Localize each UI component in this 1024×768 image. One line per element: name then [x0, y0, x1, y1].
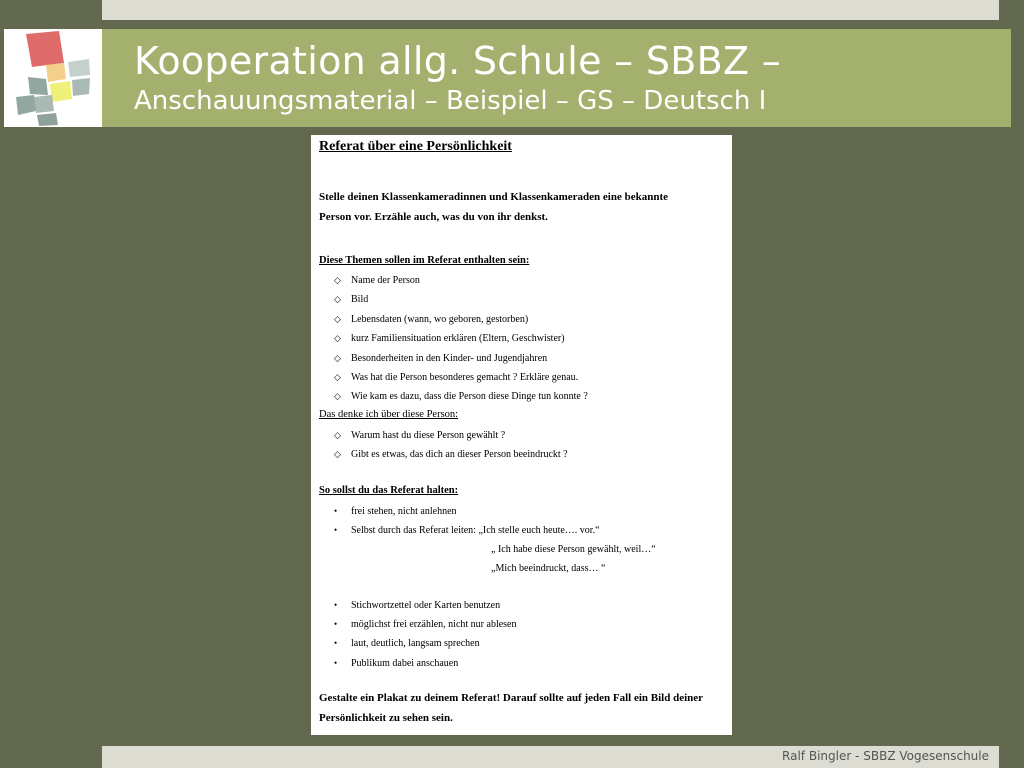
footer-credit: Ralf Bingler - SBBZ Vogesenschule: [782, 749, 989, 763]
intro-line-1: Stelle deinen Klassenkameradinnen und Klassenkameraden eine bekannte: [319, 191, 668, 203]
list-item: ◇ Besonderheiten in den Kinder- und Jugendjahren: [334, 353, 548, 364]
diamond-bullet-icon: ◇: [334, 294, 341, 304]
slide-subtitle: Anschauungsmaterial – Beispiel – GS – Deutsch I: [134, 86, 767, 116]
bullet-dot-icon: •: [334, 619, 338, 629]
diamond-bullet-icon: ◇: [334, 353, 341, 363]
list-item: • frei stehen, nicht anlehnen: [334, 506, 457, 517]
list-item: • Publikum dabei anschauen: [334, 658, 459, 669]
diamond-bullet-icon: ◇: [334, 275, 341, 285]
header-bar: [102, 29, 1011, 127]
closing-line-1: Gestalte ein Plakat zu deinem Referat! Darauf sollte auf jeden Fall ein Bild deiner: [319, 692, 704, 704]
howto-heading: So sollst du das Referat halten:: [319, 485, 459, 496]
intro-line-2: Person vor. Erzähle auch, was du von ihr denkst.: [319, 211, 548, 223]
top-decor-strip: [102, 0, 999, 20]
list-item: ◇ Name der Person: [334, 275, 420, 286]
list-item: ◇ Lebensdaten (wann, wo geboren, gestorben): [334, 314, 529, 325]
bullet-dot-icon: •: [334, 600, 338, 610]
document-heading: Referat über eine Persönlichkeit: [319, 139, 512, 154]
diamond-bullet-icon: ◇: [334, 333, 341, 343]
logo-mosaic-icon: [4, 29, 102, 127]
list-item: ◇ Wie kam es dazu, dass die Person diese Dinge tun konnte ?: [334, 391, 588, 402]
list-item: ◇ kurz Familiensituation erklären (Eltern, Geschwister): [334, 333, 565, 344]
diamond-bullet-icon: ◇: [334, 391, 341, 401]
diamond-bullet-icon: ◇: [334, 449, 341, 459]
document-page: [311, 135, 732, 735]
footer-bar: [102, 746, 999, 768]
list-item: ◇ Gibt es etwas, das dich an dieser Person beeindruckt ?: [334, 449, 568, 460]
list-item: • möglichst frei erzählen, nicht nur ablesen: [334, 619, 517, 630]
slide-title: Kooperation allg. Schule – SBBZ –: [134, 39, 782, 83]
school-logo: [4, 29, 102, 127]
diamond-bullet-icon: ◇: [334, 372, 341, 382]
opinion-heading: Das denke ich über diese Person:: [319, 409, 459, 420]
bullet-dot-icon: •: [334, 638, 338, 648]
bullet-dot-icon: •: [334, 525, 338, 535]
list-item: • Stichwortzettel oder Karten benutzen: [334, 600, 501, 611]
list-item: • Selbst durch das Referat leiten: „Ich stelle euch heute…. vor.“: [334, 525, 600, 536]
list-item: • laut, deutlich, langsam sprechen: [334, 638, 480, 649]
diamond-bullet-icon: ◇: [334, 430, 341, 440]
closing-line-2: Persönlichkeit zu sehen sein.: [319, 712, 453, 724]
quote-line-1: „ Ich habe diese Person gewählt, weil…“: [491, 544, 656, 555]
diamond-bullet-icon: ◇: [334, 314, 341, 324]
quote-line-2: „Mich beeindruckt, dass… “: [491, 563, 606, 574]
topics-heading: Diese Themen sollen im Referat enthalten sein:: [319, 255, 530, 266]
list-item: ◇ Warum hast du diese Person gewählt ?: [334, 430, 506, 441]
list-item: ◇ Was hat die Person besonderes gemacht ? Erkläre genau.: [334, 372, 579, 383]
bullet-dot-icon: •: [334, 658, 338, 668]
list-item: ◇ Bild: [334, 294, 369, 305]
bullet-dot-icon: •: [334, 506, 338, 516]
